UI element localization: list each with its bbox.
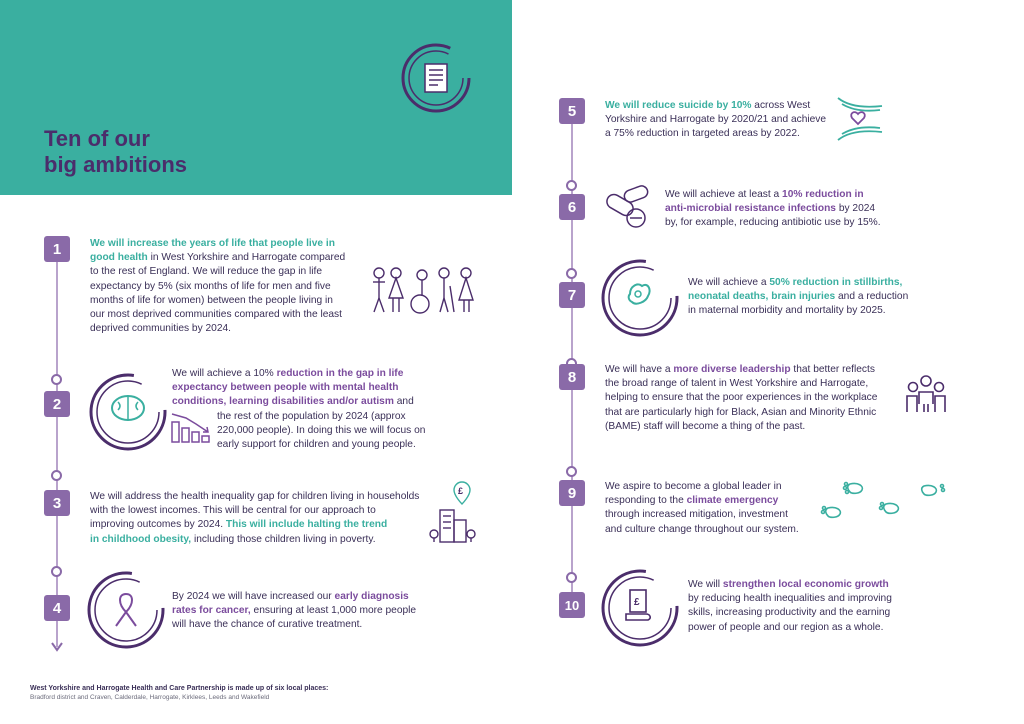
item-1-text: We will increase the years of life that people live in good health in West Yorkshire and Harrogate compared to the rest of England. We will reduce the gap in life expectancy by 5% (six months of life for men and five months of life for women) between the people living in our most deprived communities compared with the least deprived communities by 2024.: [90, 238, 346, 335]
document-icon: [400, 42, 472, 114]
group-icon: [904, 374, 948, 421]
timeline-dot: [51, 566, 62, 577]
timeline-dot: [566, 268, 577, 279]
item-10-text: We will strengthen local economic growth by reducing health inequalities and improving skills, increasing productivity and the earning power of people and our region as a whole.: [688, 579, 892, 633]
page-title: Ten of our big ambitions: [44, 126, 187, 177]
hands-heart-icon: [834, 92, 894, 153]
footer-note: West Yorkshire and Harrogate Health and Care Partnership is made up of six local places:: [30, 685, 329, 692]
item-4-text: By 2024 we will have increased our early diagnosis rates for cancer, ensuring at least 1,000 more people will have the chance of curative treatment.: [172, 591, 417, 631]
item-7-text: We will achieve a 50% reduction in stillbirths, neonatal deaths, brain injuries and a reduction in maternal morbidity and mortality by 2025.: [688, 277, 909, 317]
item-number: 5: [559, 98, 585, 124]
item-6-text: We will achieve at least a 10% reduction in anti-microbial resistance infections by 2024 by, for example, reducing antibiotic use by 15%.: [665, 189, 881, 229]
svg-text:£: £: [458, 486, 464, 496]
ribbon-icon: [86, 570, 166, 650]
svg-text:£: £: [634, 597, 640, 608]
footer-places: Bradford district and Craven, Calderdale, Harrogate, Kirklees, Leeds and Wakefield: [30, 694, 270, 701]
timeline-dot: [566, 572, 577, 583]
timeline-dot: [566, 466, 577, 477]
item-5-text: We will reduce suicide by 10% across West Yorkshire and Harrogate by 2020/21 and achieve a 75% reduction in targeted areas by 2022.: [605, 100, 827, 140]
item-number: 3: [44, 490, 70, 516]
brain-icon: [88, 372, 168, 452]
item-8-text: We will have a more diverse leadership that better reflects the broad range of talent in West Yorkshire and Harrogate, helping to ensure that the poor experiences in the workplace that are particularly high for Black, Asian and Minority Ethnic (BAME) staff will become a thing of the past.: [605, 364, 878, 432]
item-9-text: We aspire to become a global leader in responding to the climate emergency through increased mitigation, investment and culture change throughout our system.: [605, 481, 799, 535]
pills-icon: [602, 184, 652, 235]
item-number: 9: [559, 480, 585, 506]
family-people-icon: [370, 266, 480, 321]
money-hand-icon: [600, 568, 680, 648]
item-number: 7: [559, 282, 585, 308]
timeline-left: [56, 262, 58, 647]
item-number: 8: [559, 364, 585, 390]
item-3-text: We will address the health inequality gap for children living in households with the lowest incomes. This will be central for our approach to improving outcomes by 2024. This will include halting the trend in childhood obesity, including those children living in poverty.: [90, 491, 420, 545]
item-number: 1: [44, 236, 70, 262]
item-2-text: We will achieve a 10% reduction in the gap in life expectancy between people with mental health conditions, learning disabilities and/or autism and the rest of the population by 2024 (approx 220,000 people). In doing this we will focus on early support for children and young people.: [172, 368, 426, 451]
timeline-arrow-icon: [51, 642, 63, 652]
item-number: 10: [559, 592, 585, 618]
city-icon: [428, 480, 476, 551]
footprints-icon: [820, 478, 955, 529]
item-number: 4: [44, 595, 70, 621]
timeline-dot: [566, 180, 577, 191]
item-number: 2: [44, 391, 70, 417]
timeline-dot: [51, 374, 62, 385]
baby-icon: [600, 258, 680, 338]
item-number: 6: [559, 194, 585, 220]
timeline-dot: [51, 470, 62, 481]
